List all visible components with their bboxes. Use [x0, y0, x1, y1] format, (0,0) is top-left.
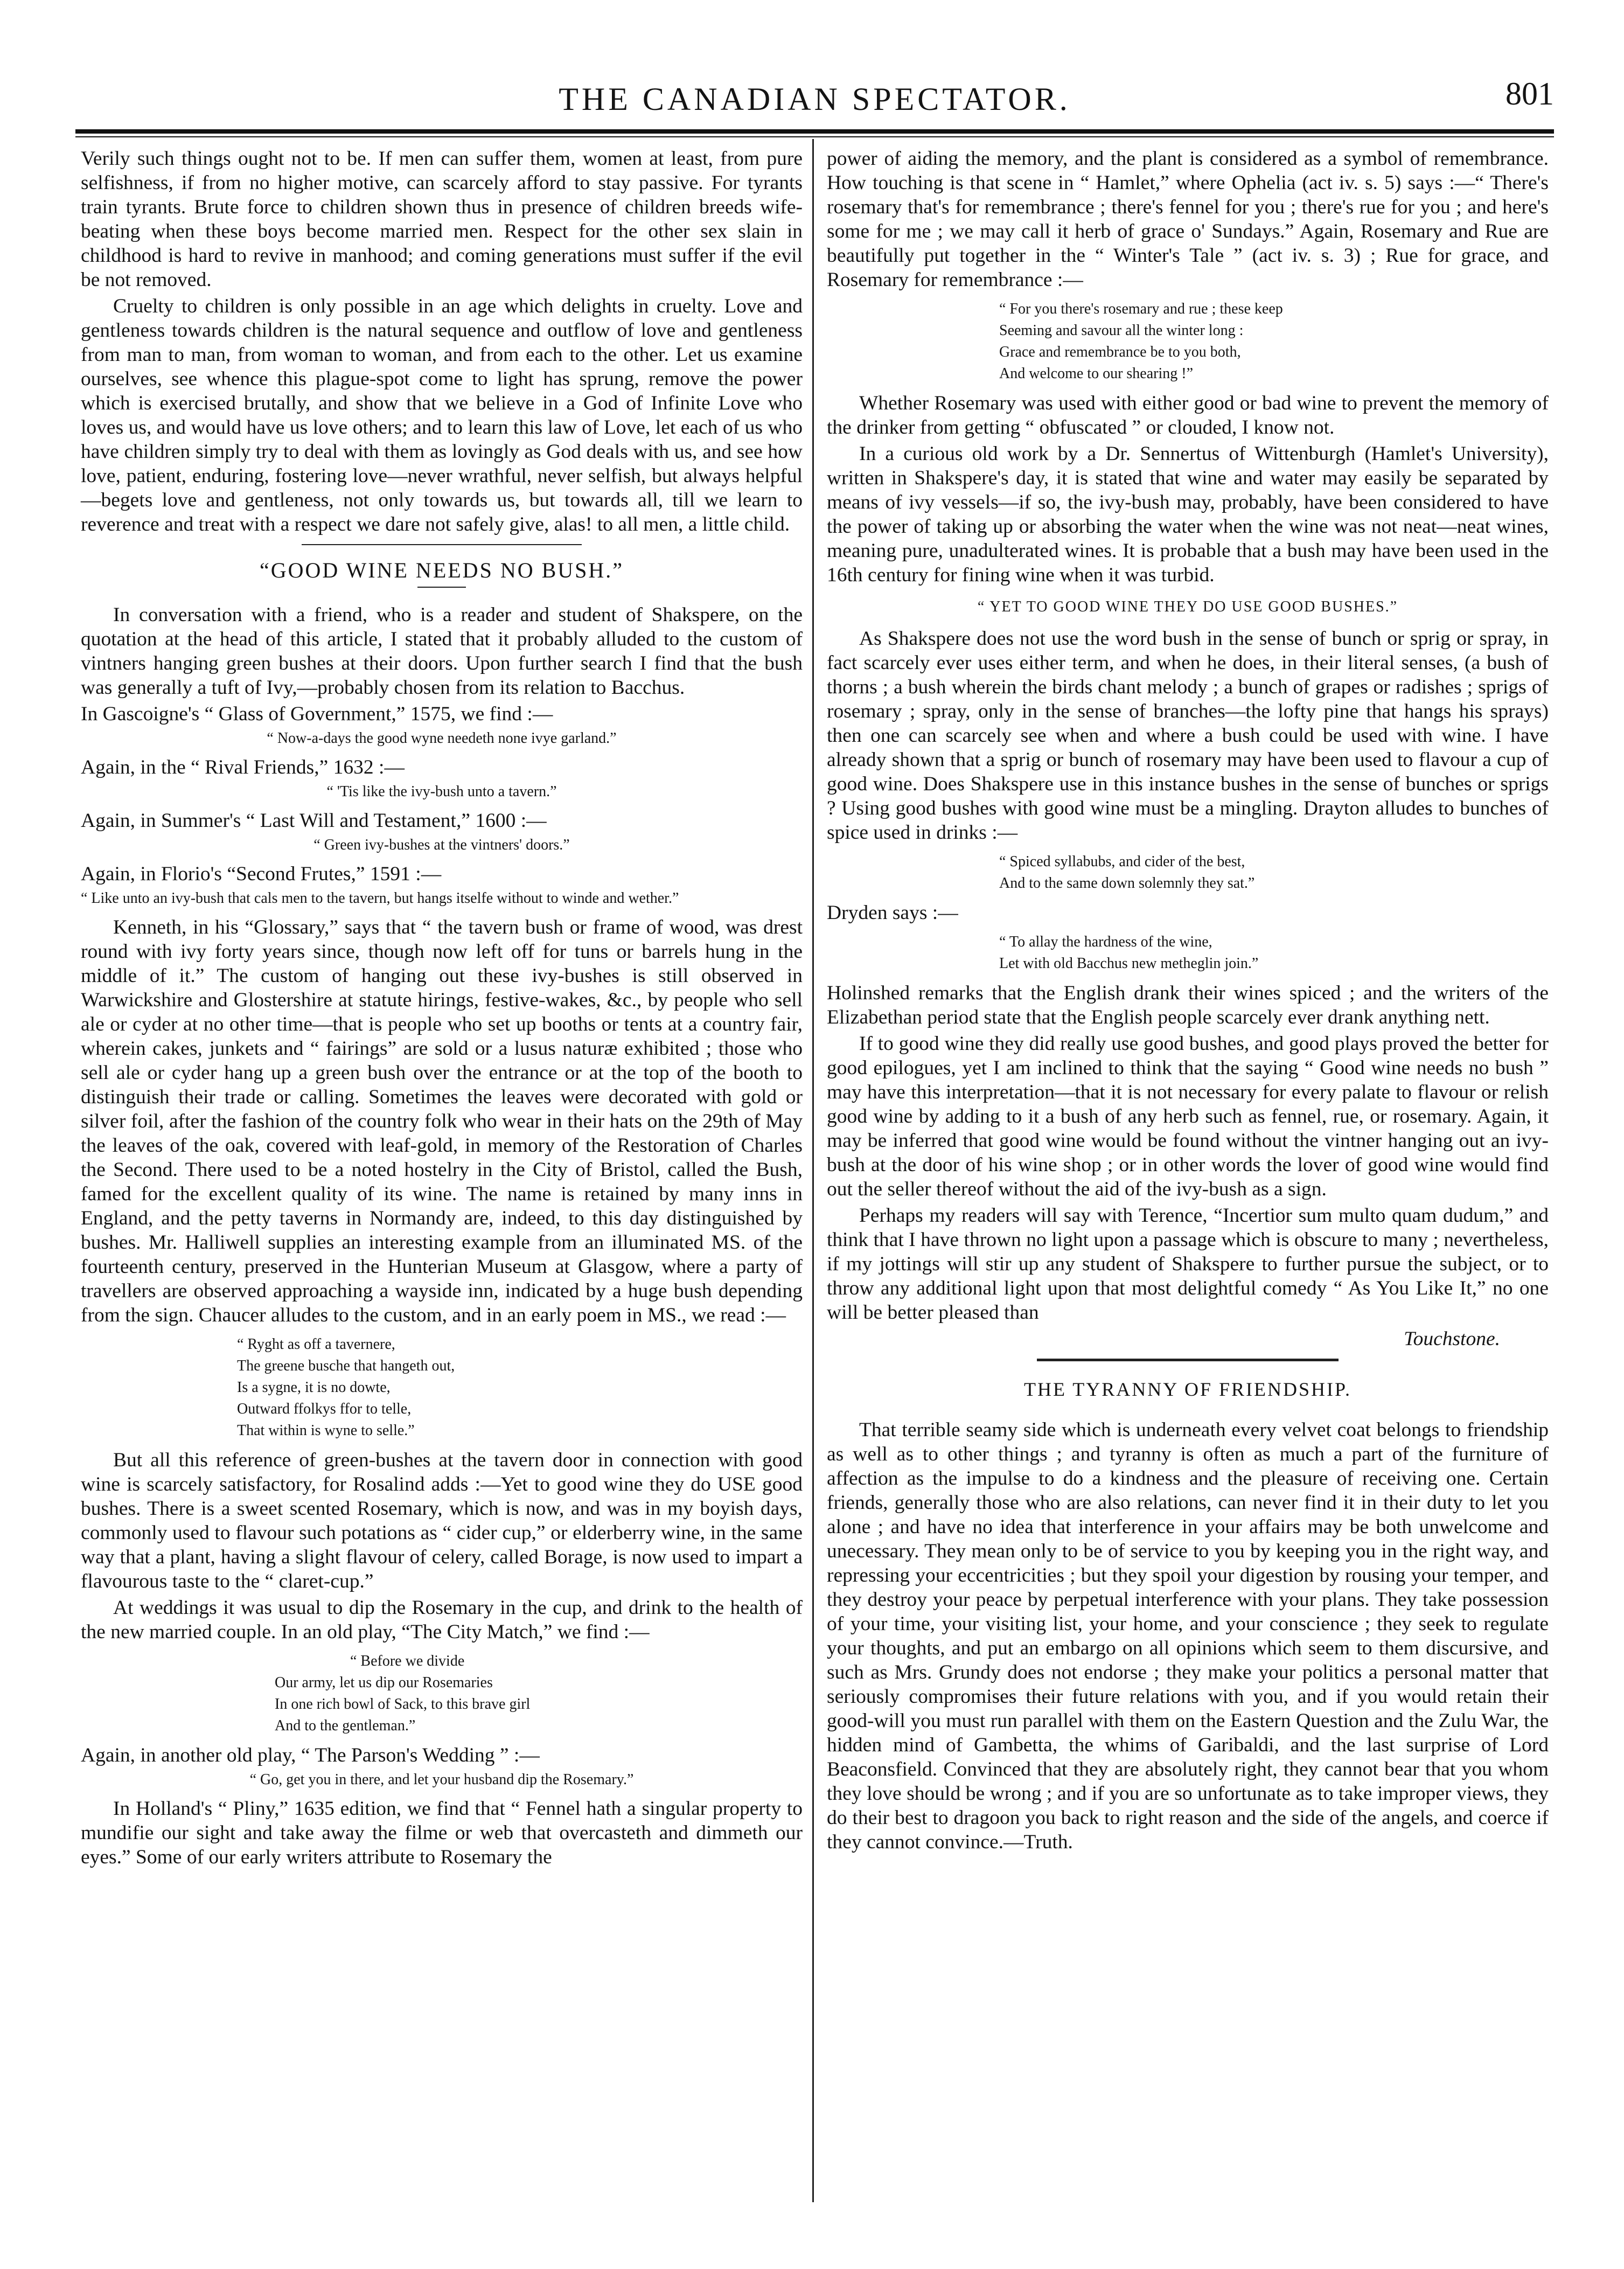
- verse-line: That within is wyne to selle.”: [237, 1422, 415, 1439]
- author-signature: Touchstone.: [1404, 1328, 1500, 1350]
- verse-quotation: [999, 931, 1549, 975]
- citation: Again, in the “ Rival Friends,” 1632 :—: [81, 756, 405, 778]
- quotation: “ 'Tis like the ivy-bush unto a tavern.”: [326, 783, 557, 800]
- verse-line: Outward ffolkys ffor to telle,: [237, 1401, 412, 1417]
- paragraph: Cruelty to children is only possible in an age which delights in cruelty. Love and gentleness towards children is the natural sequence and outflow of love and gentleness from man to man, from woman to woman, and from each to the other. Let us examine ourselves, see whence this plague-spot come to light has sprung, remove the power which is exercised brutally, and show that we believe in a God of Infinite Love who loves us, and would have us love others; and to learn this law of Love, let each of us who have children simply try to deal with them as lovingly as God deals with us, and see how love, patient, enduring, fostering love—never wrathful, never selfish, but always helpful—begets love and gentleness, not only towards us, but towards all, till we learn to reverence and treat with a respect we dare not safely give, alas! to all men, a little child.: [81, 295, 803, 535]
- verse-line: “ Ryght as off a tavernere,: [237, 1336, 395, 1353]
- verse-line: And to the gentleman.”: [275, 1717, 416, 1734]
- left-column: [81, 147, 803, 1871]
- quotation: “ Green ivy-bushes at the vintners' doors.”: [313, 837, 570, 853]
- citation: Dryden says :—: [827, 902, 958, 924]
- section-divider: [1037, 1359, 1339, 1361]
- header-rule-thin: [75, 136, 1554, 137]
- title-underline: [417, 587, 466, 588]
- column-divider: [812, 139, 814, 2202]
- citation: Again, in Summer's “ Last Will and Testament,” 1600 :—: [81, 810, 547, 832]
- article-title: “GOOD WINE NEEDS NO BUSH.”: [259, 558, 624, 582]
- paragraph: That terrible seamy side which is underneath every velvet coat belongs to friendship as well as to other things ; and tyranny is often as much a part of the furniture of affection as the impulse to do a kindness and the pleasure of receiving one. Certain friends, generally those who are also relations, can never find it in their duty to let you alone ; and have no idea that interference in your affairs may be both unwelcome and unecessary. They mean only to be of service to you by keeping you in the right way, and repressing your eccentricities ; but they spoil your digestion by rousing your temper, and they destroy your peace by perpetual interference with your plans. They take possession of your time, your visiting list, your home, and your conscience ; they seek to regulate your thoughts, and put an embargo on all opinions which seem to them discursive, and such as Mrs. Grundy does not endorse ; they make your politics a personal matter that seriously compromises their future relations with you, and if you would retain their good-will you must run parallel with them on the Eastern Question and the Zulu War, the hidden mind of Gambetta, the whims of Garibaldi, and the last surprise of Lord Beaconsfield. Convinced that they are absolutely right, they cannot bear that you whom they love should be wrong ; and if you are so unfortunate as to take improper views, they do their best to dragoon you back to right reason and the side of the angels, and coerce if they cannot convince.—Truth.: [827, 1419, 1549, 1853]
- paragraph: Holinshed remarks that the English drank their wines spiced ; and the writers of the Elizabethan period state that the English people scarcely ever drank anything nett.: [827, 982, 1549, 1028]
- paragraph: In Holland's “ Pliny,” 1635 edition, we find that “ Fennel hath a singular property to mundifie our sight and take away the filme or web that overcasteth and dimmeth our eyes.” Some of our early writers attribute to Rosemary the: [81, 1798, 803, 1868]
- paragraph: In a curious old work by a Dr. Sennertus of Wittenburgh (Hamlet's University), written in Shakspere's day, it is stated that wine and water may easily be separated by means of ivy vessels—if so, the ivy-bush may, probably, have been considered to have the power of taking up or absorbing the water when the wine was not neat—neat wines, meaning pure, unadulterated wines. It is probable that a bush may have been used in the 16th century for fining wine when it was turbid.: [827, 443, 1549, 586]
- paragraph: Kenneth, in his “Glossary,” says that “ the tavern bush or frame of wood, was drest round with ivy forty years since, though now left off for tuns or barrels hung in the middle of it.” The custom of hanging out these ivy-bushes is still observed in Warwickshire and Glostershire at statute hirings, festive-wakes, &c., by people who sell ale or cyder at no other time—that is people who set up booths or tents at a country fair, wherein cakes, junkets and “ fairings” are sold or a lusus naturæ exhibited ; those who sell ale or cyder hang up a green bush over the entrance or at the top of the booth to distinguish their trade or calling. Sometimes the leaves were decorated with gold or silver foil, after the fashion of the country folk who wear in their hats on the 29th of May the leaves of the oak, covered with leaf-gold, in memory of the Restoration of Charles the Second. There used to be a noted hostelry in the City of Bristol, called the Bush, famed for the excellent quality of its wine. The name is retained by many inns in England, and the petty taverns in Normandy are, indeed, to this day distinguished by bushes. Mr. Halliwell supplies an interesting example from an illuminated MS. of the fourteenth century, preserved in the Hunterian Museum at Glasgow, where a party of travellers are observed approaching a wayside inn, indicated by a huge bush depending from the sign. Chaucer alludes to the custom, and in an early poem in MS., we read :—: [81, 916, 803, 1326]
- verse-line: Our army, let us dip our Rosemaries: [275, 1674, 493, 1691]
- paragraph: As Shakspere does not use the word bush in the sense of bunch or sprig or spray, in fact scarcely ever uses either term, and when he does, in their literal senses, (a bush of thorns ; a bush wherein the birds chant melody ; a bunch of grapes or radishes ; sprigs of rosemary ; spray, only in the sense of branches—the lofty pine that hangs his sprays) then one can scarcely see when and where a bush could be used with wine. I have already shown that a sprig or bunch of rosemary may have been used to flavour a cup of good wine. Does Shakspere use in this instance bushes in the sense of bunches or sprigs ? Using good bushes with good wine must be a mingling. Drayton alludes to bunches of spice used in drinks :—: [827, 628, 1549, 844]
- paragraph: power of aiding the memory, and the plant is considered as a symbol of remembrance. How touching is that scene in “ Hamlet,” where Ophelia (act iv. s. 5) says :—“ There's rosemary that's for remembrance ; there's fennel for you ; there's rue for you ; and here's some for me ; we may call it herb of grace o' Sundays.” Again, Rosemary and Rue are beautifully put together in the “ Winter's Tale ” (act iv. s. 3) ; Rue for grace, and Rosemary for remembrance :—: [827, 148, 1549, 291]
- verse-quotation: [275, 1651, 803, 1737]
- quotation: “ Go, get you in there, and let your husband dip the Rosemary.”: [249, 1771, 634, 1788]
- verse-quotation: [237, 1334, 803, 1442]
- section-divider: [302, 544, 582, 545]
- citation: In Gascoigne's “ Glass of Government,” 1575, we find :—: [81, 703, 553, 725]
- header-rule-thick: [75, 129, 1554, 134]
- verse-line: Let with old Bacchus new metheglin join.”: [999, 955, 1259, 972]
- paragraph: If to good wine they did really use good bushes, and good plays proved the better for good epilogues, yet I am inclined to think that the saying “ Good wine needs no bush ” may have this interpretation—that it is not necessary for every palate to flavour or relish good wine by adding to it a bush of any herb such as fennel, rue, or rosemary. Again, it may be inferred that good wine would be found without the vintner hanging out an ivy-bush at the door of his wine shop ; or in other words the lover of good wine would find out the seller thereof without the aid of the ivy-bush as a sign.: [827, 1033, 1549, 1200]
- paragraph: In conversation with a friend, who is a reader and student of Shakspere, on the quotation at the head of this article, I stated that it probably alluded to the custom of vintners hanging green bushes at their doors. Upon further search I find that the bush was generally a tuft of Ivy,—probably chosen from its relation to Bacchus.: [81, 604, 803, 699]
- verse-line: Grace and remembrance be to you both,: [999, 344, 1241, 360]
- page-header: [75, 76, 1554, 124]
- paragraph: But all this reference of green-bushes at the tavern door in connection with good wine is scarcely satisfactory, for Rosalind adds :—Yet to good wine they do USE good bushes. There is a sweet scented Rosemary, which is now, and was in my boyish days, commonly used to flavour such potations as “ cider cup,” or elderberry wine, in the same way that a plant, having a slight flavour of celery, called Borage, is now used to impart a flavourous taste to the “ claret-cup.”: [81, 1449, 803, 1592]
- citation: Again, in Florio's “Second Frutes,” 1591 :—: [81, 863, 442, 885]
- right-column: [827, 147, 1549, 1856]
- paragraph: Whether Rosemary was used with either good or bad wine to prevent the memory of the drinker from getting “ obfuscated ” or clouded, I know not.: [827, 392, 1549, 439]
- verse-line: “ For you there's rosemary and rue ; these keep: [999, 301, 1283, 317]
- paragraph: At weddings it was usual to dip the Rosemary in the cup, and drink to the health of the new married couple. In an old play, “The City Match,” we find :—: [81, 1597, 803, 1643]
- paragraph: Perhaps my readers will say with Terence, “Incertior sum multo quam dudum,” and think that I have thrown no light upon a passage which is obscure to many ; nevertheless, if my jottings will stir up any student of Shakspere to further pursue the subject, or to throw any additional light upon that most delightful comedy “ As You Like It,” no one will be better pleased than: [827, 1205, 1549, 1324]
- verse-line: And to the same down solemnly they sat.”: [999, 875, 1255, 892]
- citation: Again, in another old play, “ The Parson's Wedding ” :—: [81, 1744, 540, 1766]
- verse-line: “ Spiced syllabubs, and cider of the best,: [999, 853, 1245, 870]
- verse-quotation: [999, 298, 1549, 385]
- verse-line: The greene busche that hangeth out,: [237, 1358, 455, 1374]
- paragraph: Verily such things ought not to be. If men can suffer them, women at least, from pure selfishness, if from no higher motive, can scarcely afford to stay passive. For tyrants train tyrants. Brute force to children shown thus in presence of children breeds wife-beating when these boys become married men. Respect for the other sex slain in childhood is hard to revive in manhood; and coming generations must suffer if the evil be not removed.: [81, 148, 803, 291]
- page-number: 801: [1505, 76, 1554, 112]
- quotation: “ Now-a-days the good wyne needeth none ivye garland.”: [267, 730, 617, 747]
- verse-line: In one rich bowl of Sack, to this brave girl: [275, 1696, 531, 1713]
- verse-line: “ To allay the hardness of the wine,: [999, 934, 1212, 950]
- quotation: “ Like unto an ivy-bush that cals men to the tavern, but hangs itselfe without to winde and wether.”: [81, 890, 679, 907]
- verse-line: Seeming and savour all the winter long :: [999, 322, 1244, 339]
- masthead: THE CANADIAN SPECTATOR.: [559, 81, 1071, 117]
- verse-line: Is a sygne, it is no dowte,: [237, 1379, 391, 1396]
- article-title: THE TYRANNY OF FRIENDSHIP.: [1023, 1379, 1352, 1400]
- section-heading: “ YET TO GOOD WINE THEY DO USE GOOD BUSHES.”: [977, 598, 1398, 615]
- verse-quotation: [999, 851, 1549, 894]
- verse-line: “ Before we divide: [350, 1653, 465, 1669]
- verse-line: And welcome to our shearing !”: [999, 365, 1193, 382]
